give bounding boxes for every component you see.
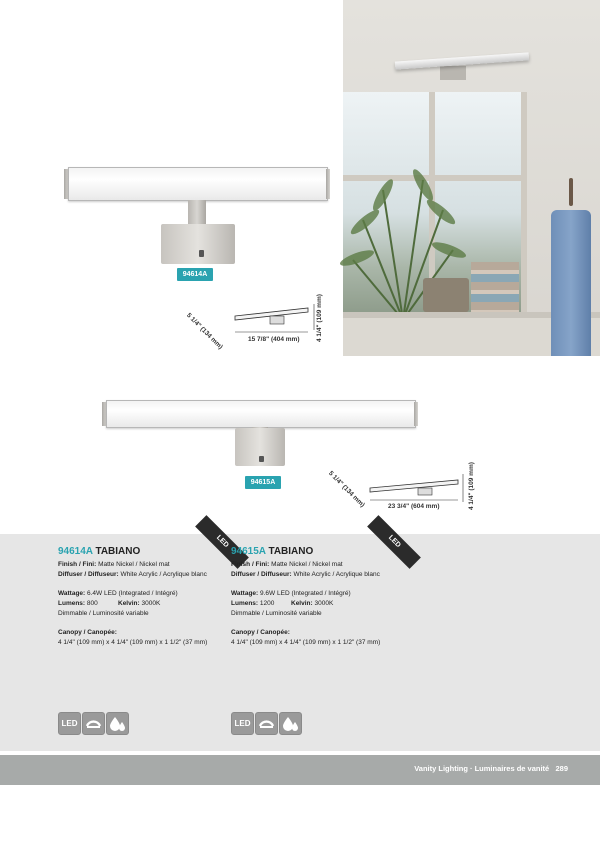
finish-line: Finish / Fini: Matte Nickel / Nickel mat <box>231 561 343 568</box>
dimension-width: 23 3/4" (604 mm) <box>388 503 440 510</box>
led-icon: LED <box>58 712 81 735</box>
led-ribbon: LED <box>195 515 249 569</box>
dimmable-line: Dimmable / Luminosité variable <box>58 610 149 617</box>
product-code: 94615A <box>231 546 266 557</box>
damp-location-icon <box>279 712 302 735</box>
footer-section: Vanity Lighting · Luminaires de vanité <box>414 764 550 773</box>
damp-location-icon <box>106 712 129 735</box>
product-title <box>231 546 313 557</box>
dimmable-icon <box>255 712 278 735</box>
lumens-line: Lumens: 1200 <box>231 600 275 607</box>
diffuser-line: Diffuser / Diffuseur: White Acrylic / Acrylique blanc <box>58 571 207 578</box>
dimension-height: 4 1/4" (109 mm) <box>468 462 475 510</box>
product-94614A-image <box>64 167 334 267</box>
canopy-label: Canopy / Canopée: <box>58 629 117 636</box>
led-icon: LED <box>231 712 254 735</box>
dimension-height: 4 1/4" (109 mm) <box>316 294 323 342</box>
lumens-line: Lumens: 800 <box>58 600 98 607</box>
wattage-line: Wattage: 9.6W LED (Integrated / Intégré) <box>231 590 351 597</box>
dimension-drawing-94615A <box>366 472 466 506</box>
product-94615A-image <box>102 400 422 470</box>
dimension-drawing-94614A <box>230 298 316 338</box>
product-code: 94614A <box>58 546 93 557</box>
canopy-value: 4 1/4" (109 mm) x 4 1/4" (109 mm) x 1 1/2" (37 mm) <box>231 639 381 646</box>
kelvin-line: Kelvin: 3000K <box>291 600 334 607</box>
dimension-width: 15 7/8" (404 mm) <box>248 336 300 343</box>
canopy-value: 4 1/4" (109 mm) x 4 1/4" (109 mm) x 1 1/2" (37 mm) <box>58 639 208 646</box>
led-ribbon: LED <box>367 515 421 569</box>
product-tag: 94614A <box>177 268 213 281</box>
page-number: 289 <box>555 764 568 773</box>
wattage-line: Wattage: 6.4W LED (Integrated / Intégré) <box>58 590 178 597</box>
product-name: TABIANO <box>95 546 141 557</box>
footer-text <box>414 764 568 773</box>
product-name: TABIANO <box>268 546 314 557</box>
canopy-label: Canopy / Canopée: <box>231 629 290 636</box>
product-tag: 94615A <box>245 476 281 489</box>
kelvin-line: Kelvin: 3000K <box>118 600 161 607</box>
dimension-depth: 5 1/4" (134 mm) <box>327 470 366 509</box>
finish-line: Finish / Fini: Matte Nickel / Nickel mat <box>58 561 170 568</box>
dimmable-line: Dimmable / Luminosité variable <box>231 610 322 617</box>
dimmable-icon <box>82 712 105 735</box>
diffuser-line: Diffuser / Diffuseur: White Acrylic / Acrylique blanc <box>231 571 380 578</box>
dimension-depth: 5 1/4" (134 mm) <box>185 312 224 351</box>
lifestyle-photo <box>343 0 600 356</box>
product-title <box>58 546 140 557</box>
